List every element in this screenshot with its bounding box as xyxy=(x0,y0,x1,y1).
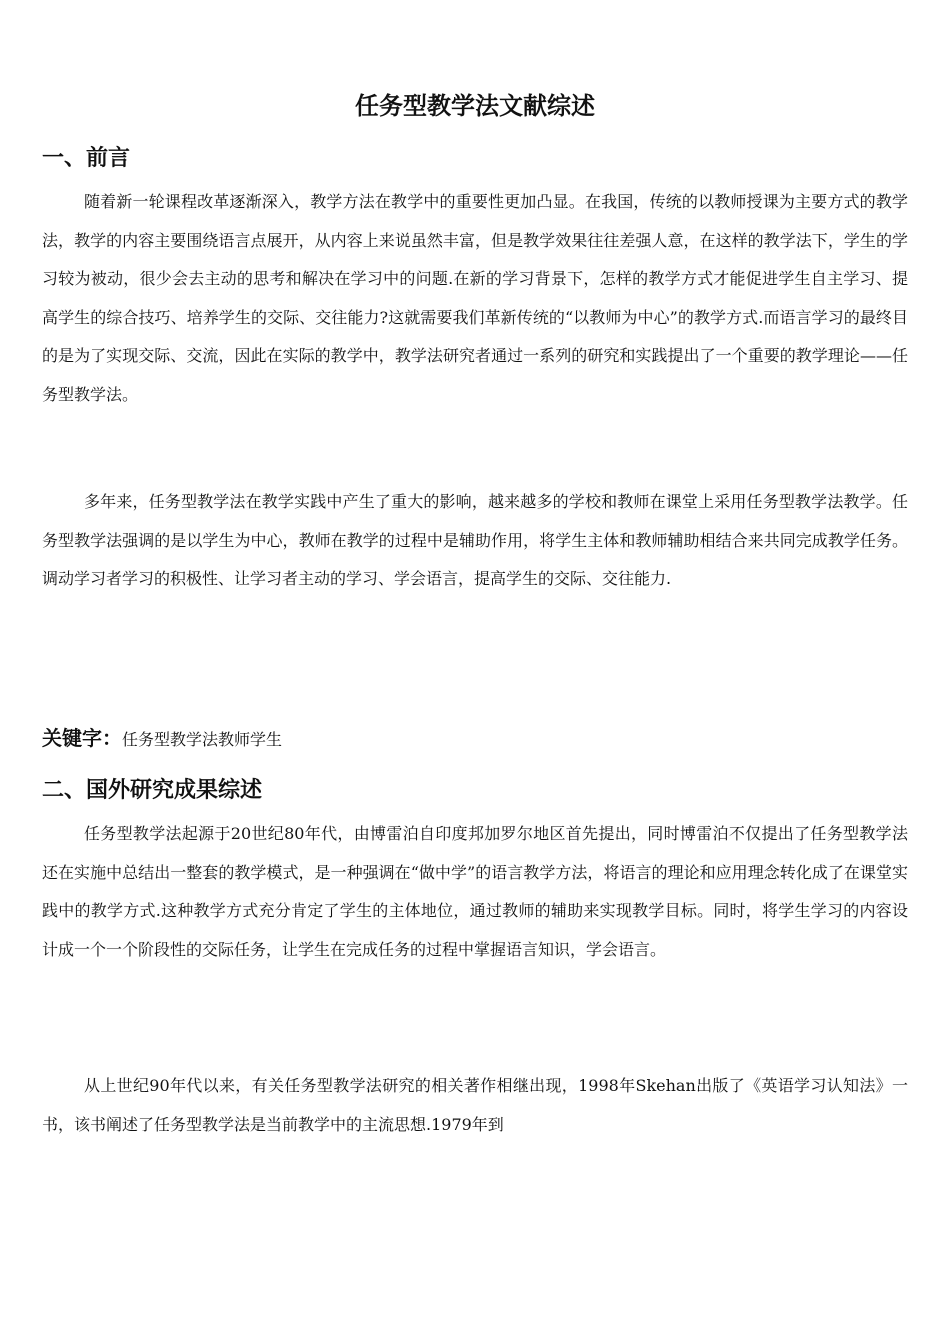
paragraph-foreign-research-1: 任务型教学法起源于20世纪80年代，由博雷泊自印度邦加罗尔地区首先提出，同时博雷泊不仅提出了任务型教学法还在实施中总结出一整套的教学模式，是一种强调在“做中学”的语言教学方法，将语言的理论和应用理念转化成了在课堂实践中的教学方式.这种教学方式充分肯定了学生的主体地位，通过教师的辅助来实现教学目标。同时，将学生学习的内容设计成一个一个阶段性的交际任务，让学生在完成任务的过程中掌握语言知识，学会语言。 xyxy=(42,824,908,959)
section-heading-preface: 一、前言 xyxy=(42,146,131,171)
section-heading-foreign-research: 二、国外研究成果综述 xyxy=(42,778,263,803)
paragraph-foreign-research-2: 从上世纪90年代以来，有关任务型教学法研究的相关著作相继出现，1998年Skehan出版了《英语学习认知法》一书，该书阐述了任务型教学法是当前教学中的主流思想.1979年到 xyxy=(42,1076,908,1134)
keywords-line xyxy=(42,722,282,756)
paragraph-preface-1: 随着新一轮课程改革逐渐深入，教学方法在教学中的重要性更加凸显。在我国，传统的以教师授课为主要方式的教学法，教学的内容主要围绕语言点展开，从内容上来说虽然丰富，但是教学效果往往差强人意，在这样的教学法下，学生的学习较为被动，很少会去主动的思考和解决在学习中的问题.在新的学习背景下，怎样的教学方式才能促进学生自主学习、提高学生的综合技巧、培养学生的交际、交往能力?这就需要我们革新传统的“以教师为中心”的教学方式.而语言学习的最终目的是为了实现交际、交流，因此在实际的教学中，教学法研究者通过一系列的研究和实践提出了一个重要的教学理论——任务型教学法。 xyxy=(42,192,908,404)
keywords-label: 关键字： xyxy=(42,726,122,750)
paragraph-preface-2: 多年来，任务型教学法在教学实践中产生了重大的影响，越来越多的学校和教师在课堂上采用任务型教学法教学。任务型教学法强调的是以学生为中心，教师在教学的过程中是辅助作用，将学生主体和教师辅助相结合来共同完成教学任务。调动学习者学习的积极性、让学习者主动的学习、学会语言，提高学生的交际、交往能力. xyxy=(42,492,908,588)
keywords-text: 任务型教学法教师学生 xyxy=(122,730,283,749)
document-title: 任务型教学法文献综述 xyxy=(355,92,595,120)
